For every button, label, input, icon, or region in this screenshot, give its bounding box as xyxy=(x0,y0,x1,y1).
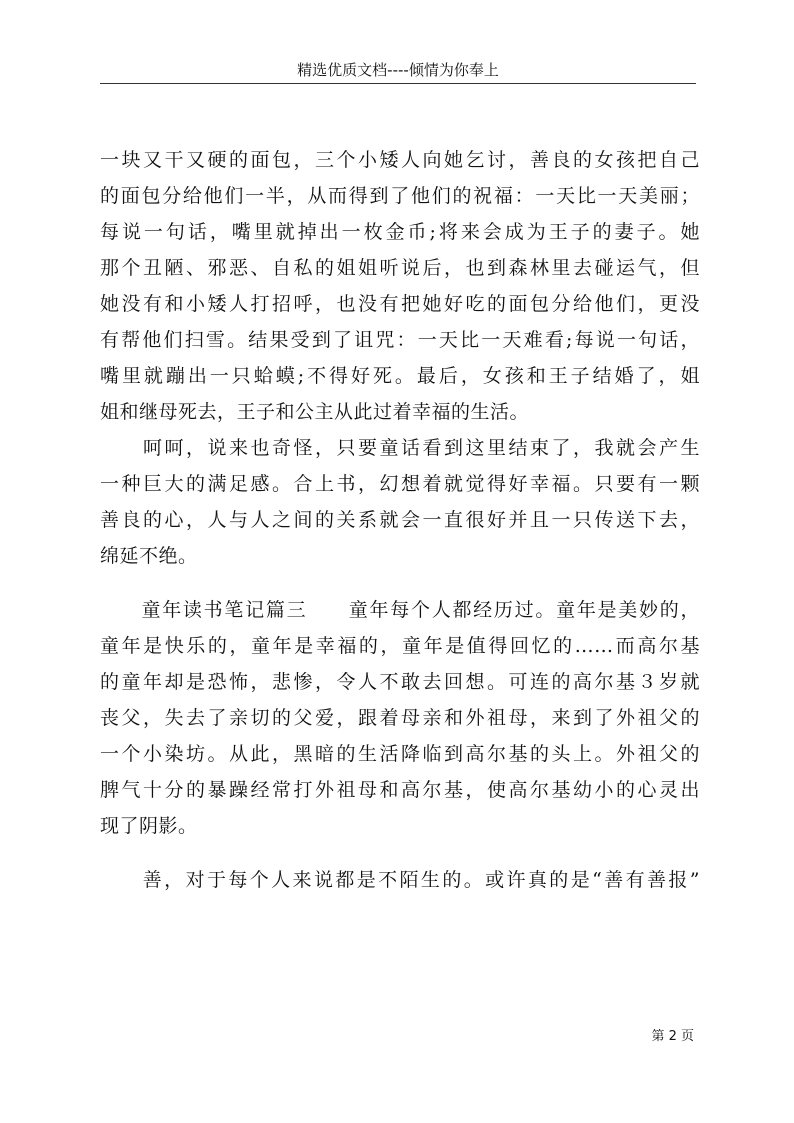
header-divider xyxy=(100,83,696,84)
body-line: 她没有和小矮人打招呼，也没有把她好吃的面包分给他们，更没 xyxy=(100,293,700,315)
body-line: 丧父，失去了亲切的父爱，跟着母亲和外祖母，来到了外祖父的 xyxy=(100,707,700,729)
body-line: 绵延不绝。 xyxy=(100,545,198,567)
body-line: 现了阴影。 xyxy=(100,815,198,837)
body-line: 有帮他们扫雪。结果受到了诅咒：一天比一天难看;每说一句话， xyxy=(100,329,700,351)
body-line: 呵呵，说来也奇怪，只要童话看到这里结束了，我就会产生 xyxy=(100,437,700,459)
body-line: 童年读书笔记篇三 童年每个人都经历过。童年是美妙的， xyxy=(100,599,700,621)
body-line: 那个丑陋、邪恶、自私的姐姐听说后，也到森林里去碰运气，但 xyxy=(100,257,700,279)
body-line: 的面包分给他们一半，从而得到了他们的祝福：一天比一天美丽； xyxy=(100,185,700,207)
document-header: 精选优质文档----倾情为你奉上 xyxy=(297,61,499,79)
body-line: 嘴里就蹦出一只蛤蟆;不得好死。最后，女孩和王子结婚了，姐 xyxy=(100,365,700,387)
body-line: 一个小染坊。从此，黑暗的生活降临到高尔基的头上。外祖父的 xyxy=(100,743,700,765)
body-line: 的童年却是恐怖，悲惨，令人不敢去回想。可连的高尔基３岁就 xyxy=(100,671,700,693)
body-line: 每说一句话，嘴里就掉出一枚金币;将来会成为王子的妻子。她 xyxy=(100,221,700,243)
body-line: 脾气十分的暴躁经常打外祖母和高尔基，使高尔基幼小的心灵出 xyxy=(100,779,700,801)
body-line: 童年是快乐的，童年是幸福的，童年是值得回忆的……而高尔基 xyxy=(100,635,700,657)
body-line: 善，对于每个人来说都是不陌生的。或许真的是“善有善报” xyxy=(100,869,700,891)
page-number: 第 2 页 xyxy=(651,1029,694,1044)
body-line: 一种巨大的满足感。合上书，幻想着就觉得好幸福。只要有一颗 xyxy=(100,473,700,495)
body-line: 一块又干又硬的面包，三个小矮人向她乞讨，善良的女孩把自己 xyxy=(100,149,700,171)
body-line: 善良的心，人与人之间的关系就会一直很好并且一只传送下去， xyxy=(100,509,700,531)
body-line: 姐和继母死去，王子和公主从此过着幸福的生活。 xyxy=(100,401,530,423)
